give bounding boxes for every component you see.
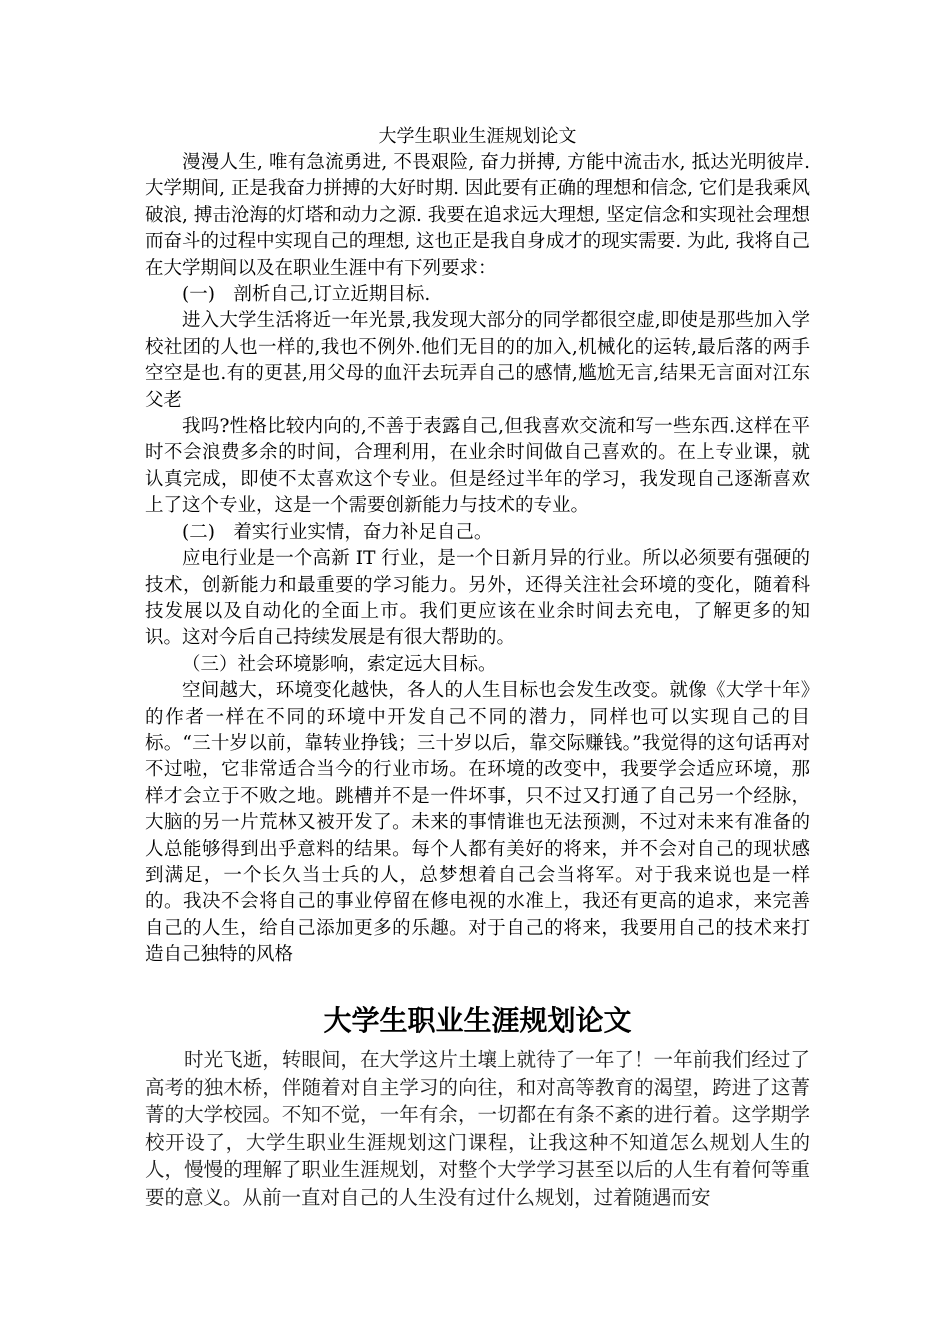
section-heading: （三）社会环境影响，索定远大目标。 [182,653,497,675]
paragraph: 漫漫人生, 唯有急流勇进, 不畏艰险, 奋力拼搏, 方能中流击水, 抵达光明彼岸. 大学期间, 正是我奋力拼搏的大好时期. 因此要有正确的理想和信念, 它们是我乘风破浪, 搏击沧海的灯塔和动力之源. 我要在追求远大理想, 坚定信念和实现社会理想而奋斗的过程中实现自己的理想, 这也正是我自身成才的现实需要. 为此, 我将自己在大学期间以及在职业生涯中有下列要求： [145,152,810,279]
document-title: 大学生职业生涯规划论文 [378,126,577,147]
second-document-title: 大学生职业生涯规划论文 [323,1004,632,1037]
section-heading: (二) 着实行业实情，奋力补足自己。 [182,521,493,543]
paragraph: 空间越大，环境变化越快，各人的人生目标也会发生改变。就像《大学十年》的作者一样在不同的环境中开发自己不同的潜力，同样也可以实现自己的目标。“三十岁以前，靠转业挣钱；三十岁以后，靠交际赚钱。”我觉得的这句话再对不过啦，它非常适合当今的行业市场。在环境的改变中，我要学会适应环境，那样才会立于不败之地。跳槽并不是一件坏事，只不过又打通了自己另一个经脉，大脑的另一片荒林又被开发了。未来的事情谁也无法预测，不过对未来有准备的人总能够得到出乎意料的结果。每个人都有美好的将来，并不会对自己的现状感到满足，一个长久当士兵的人，总梦想着自己会当将军。对于我来说也是一样的。我决不会将自己的事业停留在修电视的水准上，我还有更高的追求，来完善自己的人生，给自己添加更多的乐趣。对于自己的将来，我要用自己的技术来打造自己独特的风格 [145,680,810,966]
paragraph: 应电行业是一个高新 IT 行业，是一个日新月异的行业。所以必须要有强硬的技术，创新能力和最重要的学习能力。另外，还得关注社会环境的变化，随着科技发展以及自动化的全面上市。我们更应该在业余时间去充电，了解更多的知识。这对今后自己持续发展是有很大帮助的。 [145,548,810,649]
section-heading: (一) 剖析自己,订立近期目标. [182,284,431,306]
paragraph: 时光飞逝，转眼间，在大学这片土壤上就待了一年了！一年前我们经过了高考的独木桥，伴随着对自主学习的向往，和对高等教育的渴望，跨进了这菁菁的大学校园。不知不觉，一年有余，一切都在有条不紊的进行着。这学期学校开设了，大学生职业生涯规划这门课程，让我这种不知道怎么规划人生的人，慢慢的理解了职业生涯规划，对整个大学学习甚至以后的人生有着何等重要的意义。从前一直对自己的人生没有过什么规划，过着随遇而安 [145,1048,810,1209]
paragraph: 我吗?性格比较内向的,不善于表露自己,但我喜欢交流和写一些东西.这样在平时不会浪费多余的时间，合理利用，在业余时间做自己喜欢的。在上专业课，就认真完成，即使不太喜欢这个专业。但是经过半年的学习，我发现自己逐渐喜欢上了这个专业，这是一个需要创新能力与技术的专业。 [145,416,810,517]
paragraph: 进入大学生活将近一年光景,我发现大部分的同学都很空虚,即使是那些加入学校社团的人也一样的,我也不例外.他们无目的的加入,机械化的运转,最后落的两手空空是也.有的更甚,用父母的血汗去玩弄自己的感情,尴尬无言,结果无言面对江东父老 [145,310,810,411]
document-body [145,150,810,969]
second-document-body [145,1046,810,1212]
